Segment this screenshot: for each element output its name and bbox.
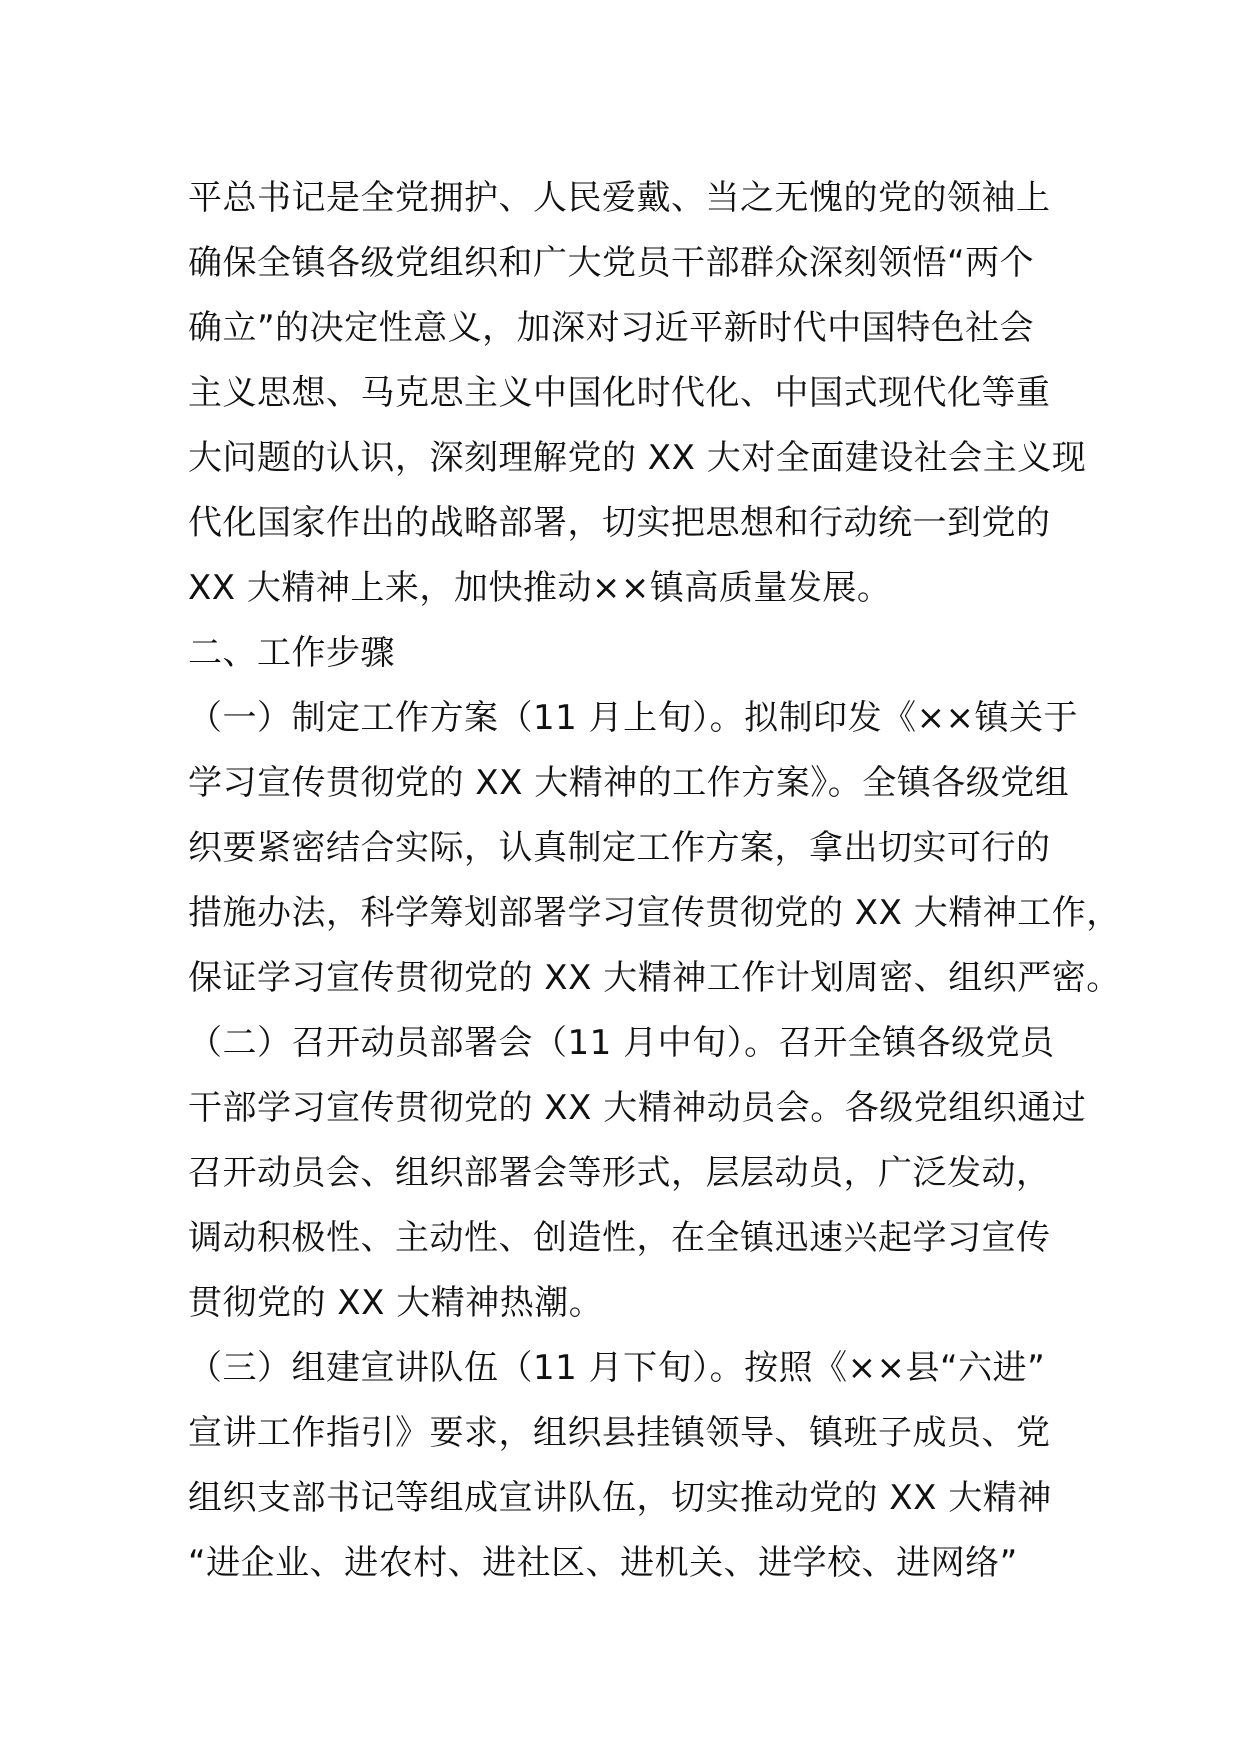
text-line: 召开动员会、组织部署会等形式，层层动员，广泛发动， [188,1153,1051,1193]
text-line: XX 大精神上来，加快推动××镇高质量发展。 [188,568,892,608]
document-body [188,166,1121,1596]
text-line: 保证学习宣传贯彻党的 XX 大精神工作计划周密、组织严密。 [188,958,1121,998]
text-line: 确保全镇各级党组织和广大党员干部群众深刻领悟“两个 [188,243,1035,283]
text-line: 组织支部书记等组成宣讲队伍，切实推动党的 XX 大精神 [188,1478,1052,1518]
text-line: 平总书记是全党拥护、人民爱戴、当之无愧的党的领袖上 [188,178,1051,218]
text-line: （三）组建宣讲队伍（11 月下旬）。按照《××县“六进” [188,1348,1046,1388]
text-line: 织要紧密结合实际，认真制定工作方案，拿出切实可行的 [188,828,1051,868]
text-line: （一）制定工作方案（11 月上旬）。拟制印发《××镇关于 [188,698,1079,738]
text-line: 贯彻党的 XX 大精神热潮。 [188,1283,604,1323]
text-line: 干部学习宣传贯彻党的 XX 大精神动员会。各级党组织通过 [188,1088,1087,1128]
text-line: 主义思想、马克思主义中国化时代化、中国式现代化等重 [188,373,1051,413]
text-line: 措施办法，科学筹划部署学习宣传贯彻党的 XX 大精神工作， [188,893,1121,933]
text-line: （二）召开动员部署会（11 月中旬）。召开全镇各级党员 [188,1023,1055,1063]
text-line: 确立”的决定性意义，加深对习近平新时代中国特色社会 [188,308,1035,348]
text-line: “进企业、进农村、进社区、进机关、进学校、进网络” [188,1543,1018,1583]
text-line: 大问题的认识，深刻理解党的 XX 大对全面建设社会主义现 [188,438,1087,478]
text-line: 调动积极性、主动性、创造性，在全镇迅速兴起学习宣传 [188,1218,1051,1258]
text-line: 宣讲工作指引》要求，组织县挂镇领导、镇班子成员、党 [188,1413,1051,1453]
text-line: 学习宣传贯彻党的 XX 大精神的工作方案》。全镇各级党组 [188,763,1070,803]
text-line: 代化国家作出的战略部署，切实把思想和行动统一到党的 [188,503,1051,543]
section-heading: 二、工作步骤 [188,633,395,673]
